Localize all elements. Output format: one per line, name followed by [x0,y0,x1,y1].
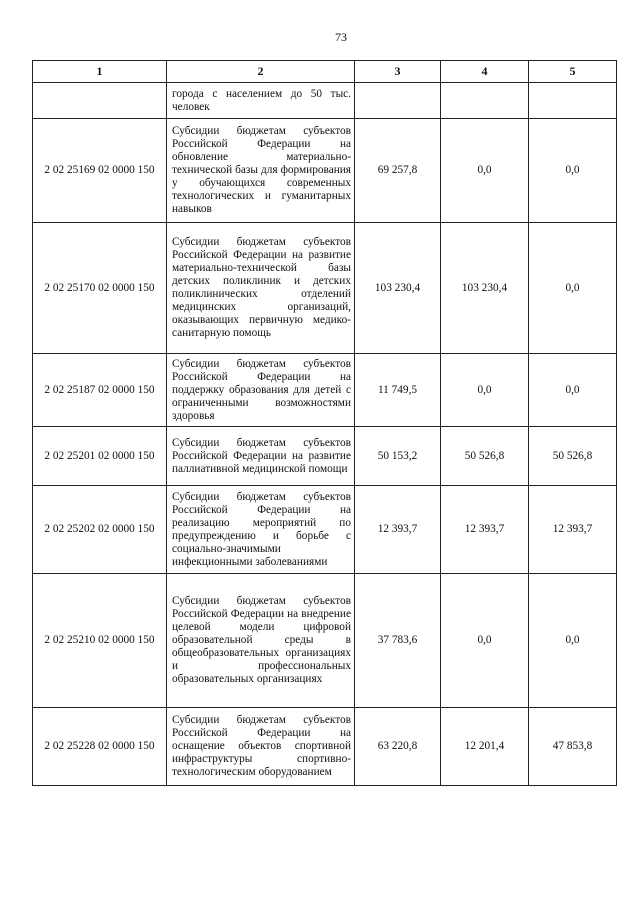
code-cell: 2 02 25169 02 0000 150 [33,119,167,223]
value-cell-col4: 103 230,4 [441,223,529,354]
value-cell-col4: 12 201,4 [441,708,529,786]
description-cell: города с населением до 50 тыс. человек [167,83,355,119]
value-cell-col3: 69 257,8 [355,119,441,223]
value-cell-col5: 0,0 [529,354,617,427]
description-cell: Субсидии бюджетам субъектов Российской Федерации на внедрение целевой модели цифровой образовательной среды в общеобразовательных организациях и профессиональных образовательных организациях [167,574,355,708]
value-cell-col5: 0,0 [529,119,617,223]
column-header-3: 3 [355,61,441,83]
description-cell: Субсидии бюджетам субъектов Российской Федерации на реализацию мероприятий по предупреждению и борьбе с социально-значимыми инфекционными заболеваниями [167,486,355,574]
code-cell [33,83,167,119]
column-header-2: 2 [167,61,355,83]
value-cell-col5 [529,83,617,119]
value-cell-col4: 50 526,8 [441,427,529,486]
value-cell-col3: 50 153,2 [355,427,441,486]
column-header-5: 5 [529,61,617,83]
value-cell-col3 [355,83,441,119]
table-header-row [33,61,617,83]
table-row [33,119,617,223]
value-cell-col3: 12 393,7 [355,486,441,574]
table-row [33,427,617,486]
description-cell: Субсидии бюджетам субъектов Российской Федерации на развитие материально-технической базы детских поликлиник и детских поликлинических отделений медицинских организаций, оказывающих первичную медико-санитарную помощь [167,223,355,354]
description-cell: Субсидии бюджетам субъектов Российской Федерации на оснащение объектов спортивной инфраструктуры спортивно-технологическим оборудованием [167,708,355,786]
budget-table [32,60,617,786]
code-cell: 2 02 25201 02 0000 150 [33,427,167,486]
value-cell-col5: 0,0 [529,223,617,354]
value-cell-col4: 0,0 [441,354,529,427]
table-row [33,708,617,786]
value-cell-col4: 0,0 [441,574,529,708]
value-cell-col3: 11 749,5 [355,354,441,427]
code-cell: 2 02 25187 02 0000 150 [33,354,167,427]
table-row [33,354,617,427]
table-row [33,486,617,574]
code-cell: 2 02 25202 02 0000 150 [33,486,167,574]
table-row [33,574,617,708]
value-cell-col5: 0,0 [529,574,617,708]
value-cell-col5: 12 393,7 [529,486,617,574]
value-cell-col4: 0,0 [441,119,529,223]
value-cell-col5: 50 526,8 [529,427,617,486]
table-row [33,83,617,119]
code-cell: 2 02 25170 02 0000 150 [33,223,167,354]
description-cell: Субсидии бюджетам субъектов Российской Федерации на поддержку образования для детей с ограниченными возможностями здоровья [167,354,355,427]
value-cell-col3: 63 220,8 [355,708,441,786]
value-cell-col4 [441,83,529,119]
column-header-1: 1 [33,61,167,83]
value-cell-col4: 12 393,7 [441,486,529,574]
code-cell: 2 02 25228 02 0000 150 [33,708,167,786]
column-header-4: 4 [441,61,529,83]
value-cell-col3: 103 230,4 [355,223,441,354]
description-cell: Субсидии бюджетам субъектов Российской Федерации на развитие паллиативной медицинской помощи [167,427,355,486]
code-cell: 2 02 25210 02 0000 150 [33,574,167,708]
value-cell-col3: 37 783,6 [355,574,441,708]
value-cell-col5: 47 853,8 [529,708,617,786]
description-cell: Субсидии бюджетам субъектов Российской Федерации на обновление материально-технической базы для формирования у обучающихся современных технологических и гуманитарных навыков [167,119,355,223]
page-number: 73 [335,30,347,44]
table-row [33,223,617,354]
